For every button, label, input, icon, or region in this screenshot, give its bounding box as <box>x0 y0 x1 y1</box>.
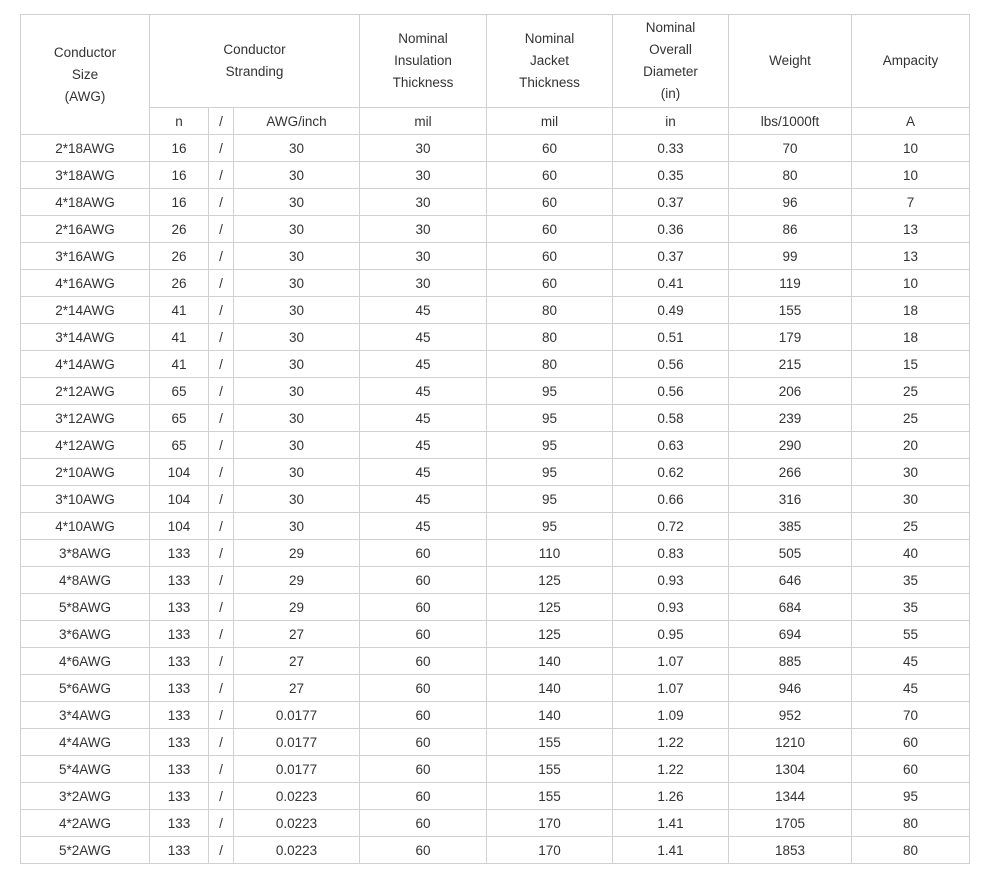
table-cell: 95 <box>487 405 613 432</box>
table-cell: 65 <box>150 405 209 432</box>
units-row <box>21 108 970 135</box>
table-cell: 133 <box>150 756 209 783</box>
table-cell: 18 <box>852 324 970 351</box>
table-cell: 3*16AWG <box>21 243 150 270</box>
header-insulation-thickness: Nominal Insulation Thickness <box>360 15 487 108</box>
table-cell: / <box>209 729 234 756</box>
table-cell: 0.35 <box>613 162 729 189</box>
table-cell: 29 <box>234 594 360 621</box>
table-cell: 4*14AWG <box>21 351 150 378</box>
table-cell: 30 <box>360 189 487 216</box>
table-cell: / <box>209 216 234 243</box>
table-cell: 290 <box>729 432 852 459</box>
table-cell: / <box>209 270 234 297</box>
table-row <box>21 297 970 324</box>
table-cell: 60 <box>360 729 487 756</box>
table-cell: 27 <box>234 675 360 702</box>
table-cell: 2*10AWG <box>21 459 150 486</box>
table-cell: 0.37 <box>613 243 729 270</box>
table-cell: 1210 <box>729 729 852 756</box>
table-cell: 30 <box>234 459 360 486</box>
table-cell: 30 <box>234 162 360 189</box>
table-cell: 30 <box>234 243 360 270</box>
table-cell: 3*4AWG <box>21 702 150 729</box>
table-row <box>21 216 970 243</box>
table-cell: 35 <box>852 567 970 594</box>
table-row <box>21 675 970 702</box>
table-cell: 60 <box>360 621 487 648</box>
table-row <box>21 324 970 351</box>
table-cell: 684 <box>729 594 852 621</box>
table-cell: 60 <box>360 837 487 864</box>
table-cell: 140 <box>487 648 613 675</box>
table-cell: 239 <box>729 405 852 432</box>
table-cell: 30 <box>360 162 487 189</box>
table-cell: 30 <box>360 270 487 297</box>
table-cell: 26 <box>150 216 209 243</box>
table-row <box>21 270 970 297</box>
unit-cell: mil <box>360 108 487 135</box>
table-cell: 0.93 <box>613 567 729 594</box>
table-cell: 885 <box>729 648 852 675</box>
table-cell: 41 <box>150 297 209 324</box>
table-cell: 1.41 <box>613 810 729 837</box>
table-cell: 45 <box>360 459 487 486</box>
table-cell: 133 <box>150 837 209 864</box>
table-cell: 0.0177 <box>234 756 360 783</box>
table-cell: 95 <box>487 486 613 513</box>
table-cell: / <box>209 648 234 675</box>
table-cell: 15 <box>852 351 970 378</box>
table-cell: 41 <box>150 324 209 351</box>
table-cell: 30 <box>234 189 360 216</box>
table-cell: 1.26 <box>613 783 729 810</box>
table-cell: 4*2AWG <box>21 810 150 837</box>
table-cell: 55 <box>852 621 970 648</box>
table-cell: 1.22 <box>613 729 729 756</box>
unit-cell: n <box>150 108 209 135</box>
table-cell: 45 <box>360 324 487 351</box>
header-conductor-size: Conductor Size (AWG) <box>21 15 150 135</box>
table-cell: 3*6AWG <box>21 621 150 648</box>
table-cell: 25 <box>852 405 970 432</box>
table-cell: 7 <box>852 189 970 216</box>
table-cell: 1304 <box>729 756 852 783</box>
table-cell: 30 <box>234 351 360 378</box>
table-cell: 0.0223 <box>234 783 360 810</box>
table-row <box>21 432 970 459</box>
table-cell: 4*16AWG <box>21 270 150 297</box>
table-cell: 125 <box>487 594 613 621</box>
table-cell: 0.36 <box>613 216 729 243</box>
table-cell: 45 <box>852 675 970 702</box>
table-cell: 60 <box>487 162 613 189</box>
table-cell: 80 <box>729 162 852 189</box>
table-row <box>21 135 970 162</box>
table-cell: / <box>209 756 234 783</box>
table-cell: 125 <box>487 621 613 648</box>
table-cell: 25 <box>852 378 970 405</box>
table-cell: 0.62 <box>613 459 729 486</box>
table-cell: 133 <box>150 648 209 675</box>
table-cell: 0.0177 <box>234 729 360 756</box>
unit-cell: lbs/1000ft <box>729 108 852 135</box>
table-cell: 80 <box>852 810 970 837</box>
table-cell: 133 <box>150 702 209 729</box>
table-cell: 60 <box>487 189 613 216</box>
table-cell: 60 <box>487 270 613 297</box>
table-cell: 60 <box>360 810 487 837</box>
table-cell: 1.09 <box>613 702 729 729</box>
table-row <box>21 783 970 810</box>
table-cell: 95 <box>487 513 613 540</box>
table-cell: 179 <box>729 324 852 351</box>
table-cell: 5*2AWG <box>21 837 150 864</box>
table-cell: 99 <box>729 243 852 270</box>
table-cell: / <box>209 297 234 324</box>
table-cell: / <box>209 378 234 405</box>
table-cell: 5*6AWG <box>21 675 150 702</box>
table-cell: / <box>209 810 234 837</box>
table-cell: 2*16AWG <box>21 216 150 243</box>
table-cell: 133 <box>150 621 209 648</box>
table-cell: 60 <box>852 756 970 783</box>
table-cell: 1853 <box>729 837 852 864</box>
table-cell: / <box>209 702 234 729</box>
table-cell: 30 <box>360 243 487 270</box>
table-cell: 16 <box>150 135 209 162</box>
table-cell: 0.83 <box>613 540 729 567</box>
table-cell: 133 <box>150 675 209 702</box>
table-cell: / <box>209 567 234 594</box>
table-row <box>21 162 970 189</box>
table-cell: 140 <box>487 702 613 729</box>
table-cell: 16 <box>150 162 209 189</box>
table-cell: 3*18AWG <box>21 162 150 189</box>
table-cell: 5*4AWG <box>21 756 150 783</box>
table-cell: 0.41 <box>613 270 729 297</box>
table-cell: 0.0223 <box>234 837 360 864</box>
table-cell: 95 <box>487 432 613 459</box>
table-cell: 30 <box>234 513 360 540</box>
header-ampacity: Ampacity <box>852 15 970 108</box>
table-cell: / <box>209 243 234 270</box>
table-cell: 946 <box>729 675 852 702</box>
table-cell: 1.41 <box>613 837 729 864</box>
table-cell: 35 <box>852 594 970 621</box>
table-cell: 16 <box>150 189 209 216</box>
table-cell: 155 <box>487 729 613 756</box>
header-jacket-thickness: Nominal Jacket Thickness <box>487 15 613 108</box>
table-cell: 133 <box>150 783 209 810</box>
table-row <box>21 648 970 675</box>
table-cell: 41 <box>150 351 209 378</box>
table-body <box>21 135 970 864</box>
table-cell: 65 <box>150 378 209 405</box>
header-overall-diameter: Nominal Overall Diameter (in) <box>613 15 729 108</box>
table-cell: 60 <box>360 594 487 621</box>
table-cell: 155 <box>729 297 852 324</box>
unit-cell: A <box>852 108 970 135</box>
table-cell: 3*12AWG <box>21 405 150 432</box>
table-cell: 4*4AWG <box>21 729 150 756</box>
table-row <box>21 189 970 216</box>
table-cell: 27 <box>234 621 360 648</box>
table-cell: 60 <box>360 540 487 567</box>
table-cell: 155 <box>487 783 613 810</box>
unit-cell: mil <box>487 108 613 135</box>
table-cell: 26 <box>150 270 209 297</box>
table-cell: 80 <box>852 837 970 864</box>
table-cell: 30 <box>360 135 487 162</box>
table-row <box>21 459 970 486</box>
table-cell: 25 <box>852 513 970 540</box>
table-cell: 45 <box>852 648 970 675</box>
table-cell: 45 <box>360 405 487 432</box>
table-cell: 80 <box>487 324 613 351</box>
table-cell: 3*8AWG <box>21 540 150 567</box>
table-cell: 45 <box>360 513 487 540</box>
table-cell: 95 <box>487 378 613 405</box>
table-row <box>21 621 970 648</box>
table-cell: 60 <box>487 216 613 243</box>
table-cell: 30 <box>234 324 360 351</box>
table-cell: / <box>209 351 234 378</box>
table-cell: 1344 <box>729 783 852 810</box>
table-cell: 0.95 <box>613 621 729 648</box>
unit-cell: in <box>613 108 729 135</box>
table-cell: 3*14AWG <box>21 324 150 351</box>
header-row <box>21 15 970 108</box>
table-row <box>21 810 970 837</box>
table-cell: / <box>209 513 234 540</box>
table-cell: 80 <box>487 351 613 378</box>
table-cell: 0.93 <box>613 594 729 621</box>
table-cell: 26 <box>150 243 209 270</box>
table-cell: 60 <box>487 243 613 270</box>
table-row <box>21 594 970 621</box>
table-cell: 155 <box>487 756 613 783</box>
table-cell: 30 <box>234 486 360 513</box>
table-row <box>21 513 970 540</box>
table-cell: 30 <box>234 216 360 243</box>
table-cell: 60 <box>487 135 613 162</box>
table-cell: 4*12AWG <box>21 432 150 459</box>
table-cell: / <box>209 621 234 648</box>
table-row <box>21 243 970 270</box>
table-cell: / <box>209 540 234 567</box>
table-cell: 95 <box>487 459 613 486</box>
table-cell: 266 <box>729 459 852 486</box>
table-cell: 30 <box>360 216 487 243</box>
table-cell: 0.72 <box>613 513 729 540</box>
table-cell: / <box>209 594 234 621</box>
table-row <box>21 756 970 783</box>
table-cell: 316 <box>729 486 852 513</box>
table-cell: 110 <box>487 540 613 567</box>
table-cell: 4*18AWG <box>21 189 150 216</box>
header-conductor-stranding: Conductor Stranding <box>150 15 360 108</box>
table-row <box>21 567 970 594</box>
table-cell: 70 <box>729 135 852 162</box>
table-cell: 133 <box>150 540 209 567</box>
table-cell: 0.0177 <box>234 702 360 729</box>
table-cell: 45 <box>360 297 487 324</box>
table-cell: 27 <box>234 648 360 675</box>
table-cell: / <box>209 162 234 189</box>
table-cell: 170 <box>487 810 613 837</box>
table-cell: 60 <box>360 702 487 729</box>
table-cell: 2*12AWG <box>21 378 150 405</box>
table-cell: 29 <box>234 567 360 594</box>
table-cell: 60 <box>360 675 487 702</box>
table-cell: / <box>209 459 234 486</box>
table-row <box>21 486 970 513</box>
table-cell: / <box>209 837 234 864</box>
table-cell: 0.37 <box>613 189 729 216</box>
table-cell: 170 <box>487 837 613 864</box>
table-cell: 4*6AWG <box>21 648 150 675</box>
table-cell: 30 <box>234 432 360 459</box>
table-cell: 694 <box>729 621 852 648</box>
table-cell: 104 <box>150 459 209 486</box>
table-row <box>21 540 970 567</box>
table-cell: 206 <box>729 378 852 405</box>
table-cell: 96 <box>729 189 852 216</box>
table-cell: 505 <box>729 540 852 567</box>
table-cell: 95 <box>852 783 970 810</box>
header-weight: Weight <box>729 15 852 108</box>
table-cell: 4*10AWG <box>21 513 150 540</box>
table-row <box>21 729 970 756</box>
table-cell: / <box>209 189 234 216</box>
table-cell: 29 <box>234 540 360 567</box>
table-cell: / <box>209 675 234 702</box>
table-cell: / <box>209 486 234 513</box>
table-cell: 215 <box>729 351 852 378</box>
table-cell: 0.49 <box>613 297 729 324</box>
table-cell: / <box>209 135 234 162</box>
table-cell: 60 <box>360 756 487 783</box>
table-cell: 10 <box>852 162 970 189</box>
unit-cell: AWG/inch <box>234 108 360 135</box>
table-cell: 30 <box>852 459 970 486</box>
table-cell: 1.07 <box>613 675 729 702</box>
table-cell: 60 <box>852 729 970 756</box>
table-cell: 0.33 <box>613 135 729 162</box>
table-cell: 13 <box>852 243 970 270</box>
table-cell: 45 <box>360 486 487 513</box>
table-row <box>21 351 970 378</box>
table-cell: 80 <box>487 297 613 324</box>
table-row <box>21 378 970 405</box>
table-cell: 2*14AWG <box>21 297 150 324</box>
table-cell: 45 <box>360 432 487 459</box>
table-cell: 104 <box>150 486 209 513</box>
table-cell: 30 <box>234 378 360 405</box>
table-cell: 3*10AWG <box>21 486 150 513</box>
table-cell: 60 <box>360 567 487 594</box>
table-cell: 133 <box>150 729 209 756</box>
table-cell: 30 <box>234 297 360 324</box>
table-cell: 30 <box>852 486 970 513</box>
table-cell: 4*8AWG <box>21 567 150 594</box>
table-cell: 0.51 <box>613 324 729 351</box>
table-cell: 10 <box>852 135 970 162</box>
table-cell: 119 <box>729 270 852 297</box>
table-cell: 60 <box>360 783 487 810</box>
table-cell: 60 <box>360 648 487 675</box>
table-cell: / <box>209 324 234 351</box>
table-cell: 0.0223 <box>234 810 360 837</box>
table-cell: 45 <box>360 351 487 378</box>
table-cell: 0.56 <box>613 378 729 405</box>
table-cell: 70 <box>852 702 970 729</box>
table-cell: 646 <box>729 567 852 594</box>
table-cell: 385 <box>729 513 852 540</box>
table-cell: 40 <box>852 540 970 567</box>
table-cell: 65 <box>150 432 209 459</box>
table-cell: 20 <box>852 432 970 459</box>
table-cell: 30 <box>234 135 360 162</box>
table-cell: / <box>209 405 234 432</box>
table-cell: 1705 <box>729 810 852 837</box>
table-row <box>21 702 970 729</box>
table-cell: 0.66 <box>613 486 729 513</box>
table-cell: 1.07 <box>613 648 729 675</box>
table-cell: / <box>209 432 234 459</box>
table-cell: 86 <box>729 216 852 243</box>
table-cell: 125 <box>487 567 613 594</box>
table-cell: 1.22 <box>613 756 729 783</box>
table-cell: 5*8AWG <box>21 594 150 621</box>
table-cell: 140 <box>487 675 613 702</box>
table-cell: 133 <box>150 567 209 594</box>
table-cell: 2*18AWG <box>21 135 150 162</box>
table-cell: 3*2AWG <box>21 783 150 810</box>
table-cell: 133 <box>150 594 209 621</box>
table-row <box>21 405 970 432</box>
table-cell: 0.58 <box>613 405 729 432</box>
table-cell: 0.63 <box>613 432 729 459</box>
table-cell: 133 <box>150 810 209 837</box>
table-cell: 10 <box>852 270 970 297</box>
table-cell: 0.56 <box>613 351 729 378</box>
cable-spec-table <box>20 14 970 864</box>
table-cell: 952 <box>729 702 852 729</box>
table-row <box>21 837 970 864</box>
table-cell: 18 <box>852 297 970 324</box>
table-cell: 13 <box>852 216 970 243</box>
table-cell: 104 <box>150 513 209 540</box>
table-cell: 30 <box>234 405 360 432</box>
table-cell: / <box>209 783 234 810</box>
table-cell: 30 <box>234 270 360 297</box>
unit-cell: / <box>209 108 234 135</box>
table-cell: 45 <box>360 378 487 405</box>
